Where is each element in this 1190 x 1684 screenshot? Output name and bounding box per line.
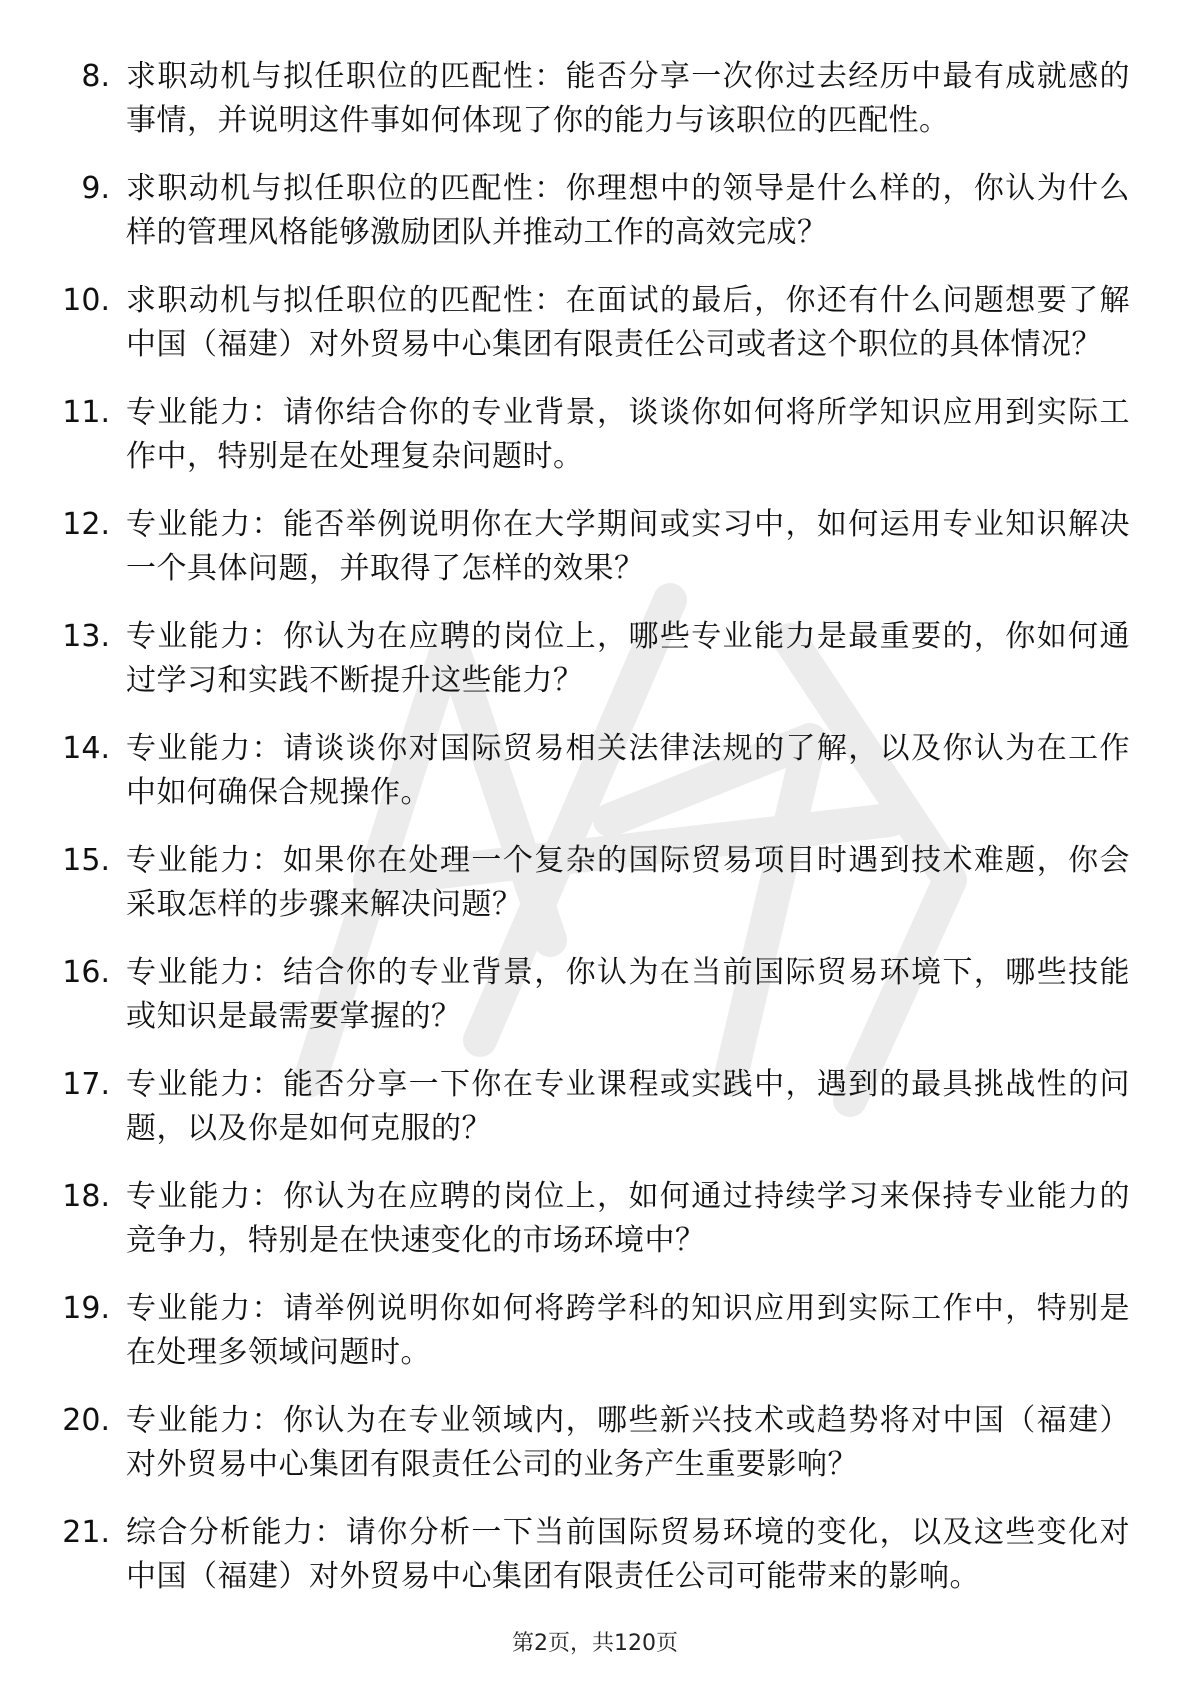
question-item [58, 1399, 1130, 1487]
question-number: 14. [62, 731, 110, 766]
question-number: 20. [62, 1403, 110, 1438]
question-text: 专业能力：你认为在应聘的岗位上，如何通过持续学习来保持专业能力的竞争力，特别是在快速变化的市场环境中？ [126, 1179, 1130, 1258]
question-text: 求职动机与拟任职位的匹配性：在面试的最后，你还有什么问题想要了解中国（福建）对外贸易中心集团有限责任公司或者这个职位的具体情况？ [126, 283, 1130, 362]
question-item [58, 1063, 1130, 1151]
question-number: 13. [62, 619, 110, 654]
question-text: 专业能力：能否分享一下你在专业课程或实践中，遇到的最具挑战性的问题，以及你是如何克服的？ [126, 1067, 1130, 1146]
question-text: 专业能力：结合你的专业背景，你认为在当前国际贸易环境下，哪些技能或知识是最需要掌握的？ [126, 955, 1130, 1034]
question-text: 专业能力：请你结合你的专业背景，谈谈你如何将所学知识应用到实际工作中，特别是在处理复杂问题时。 [126, 395, 1130, 474]
question-number: 12. [62, 507, 110, 542]
question-number: 19. [62, 1291, 110, 1326]
question-text: 求职动机与拟任职位的匹配性：你理想中的领导是什么样的，你认为什么样的管理风格能够激励团队并推动工作的高效完成？ [126, 171, 1130, 250]
question-list [58, 55, 1130, 1623]
page-number-footer: 第2页，共120页 [512, 1631, 678, 1656]
question-text: 求职动机与拟任职位的匹配性：能否分享一次你过去经历中最有成就感的事情，并说明这件事如何体现了你的能力与该职位的匹配性。 [126, 59, 1130, 138]
question-text: 综合分析能力：请你分析一下当前国际贸易环境的变化，以及这些变化对中国（福建）对外贸易中心集团有限责任公司可能带来的影响。 [126, 1515, 1130, 1594]
question-item [58, 167, 1130, 255]
question-item [58, 503, 1130, 591]
question-item [58, 1175, 1130, 1263]
question-item [58, 279, 1130, 367]
question-number: 16. [62, 955, 110, 990]
question-item [58, 391, 1130, 479]
question-item [58, 1287, 1130, 1375]
question-number: 18. [62, 1179, 110, 1214]
question-text: 专业能力：能否举例说明你在大学期间或实习中，如何运用专业知识解决一个具体问题，并取得了怎样的效果？ [126, 507, 1130, 586]
question-number: 9. [81, 171, 110, 206]
question-text: 专业能力：请谈谈你对国际贸易相关法律法规的了解，以及你认为在工作中如何确保合规操作。 [126, 731, 1130, 810]
question-text: 专业能力：请举例说明你如何将跨学科的知识应用到实际工作中，特别是在处理多领域问题时。 [126, 1291, 1130, 1370]
question-item [58, 615, 1130, 703]
question-item [58, 839, 1130, 927]
question-number: 11. [62, 395, 110, 430]
question-text: 专业能力：你认为在专业领域内，哪些新兴技术或趋势将对中国（福建）对外贸易中心集团有限责任公司的业务产生重要影响？ [126, 1403, 1130, 1482]
question-number: 21. [62, 1515, 110, 1550]
question-item [58, 951, 1130, 1039]
question-number: 10. [62, 283, 110, 318]
question-item [58, 727, 1130, 815]
question-text: 专业能力：你认为在应聘的岗位上，哪些专业能力是最重要的，你如何通过学习和实践不断提升这些能力？ [126, 619, 1130, 698]
question-text: 专业能力：如果你在处理一个复杂的国际贸易项目时遇到技术难题，你会采取怎样的步骤来解决问题？ [126, 843, 1130, 922]
question-number: 8. [81, 59, 110, 94]
question-item [58, 1511, 1130, 1599]
question-number: 17. [62, 1067, 110, 1102]
question-item [58, 55, 1130, 143]
question-number: 15. [62, 843, 110, 878]
